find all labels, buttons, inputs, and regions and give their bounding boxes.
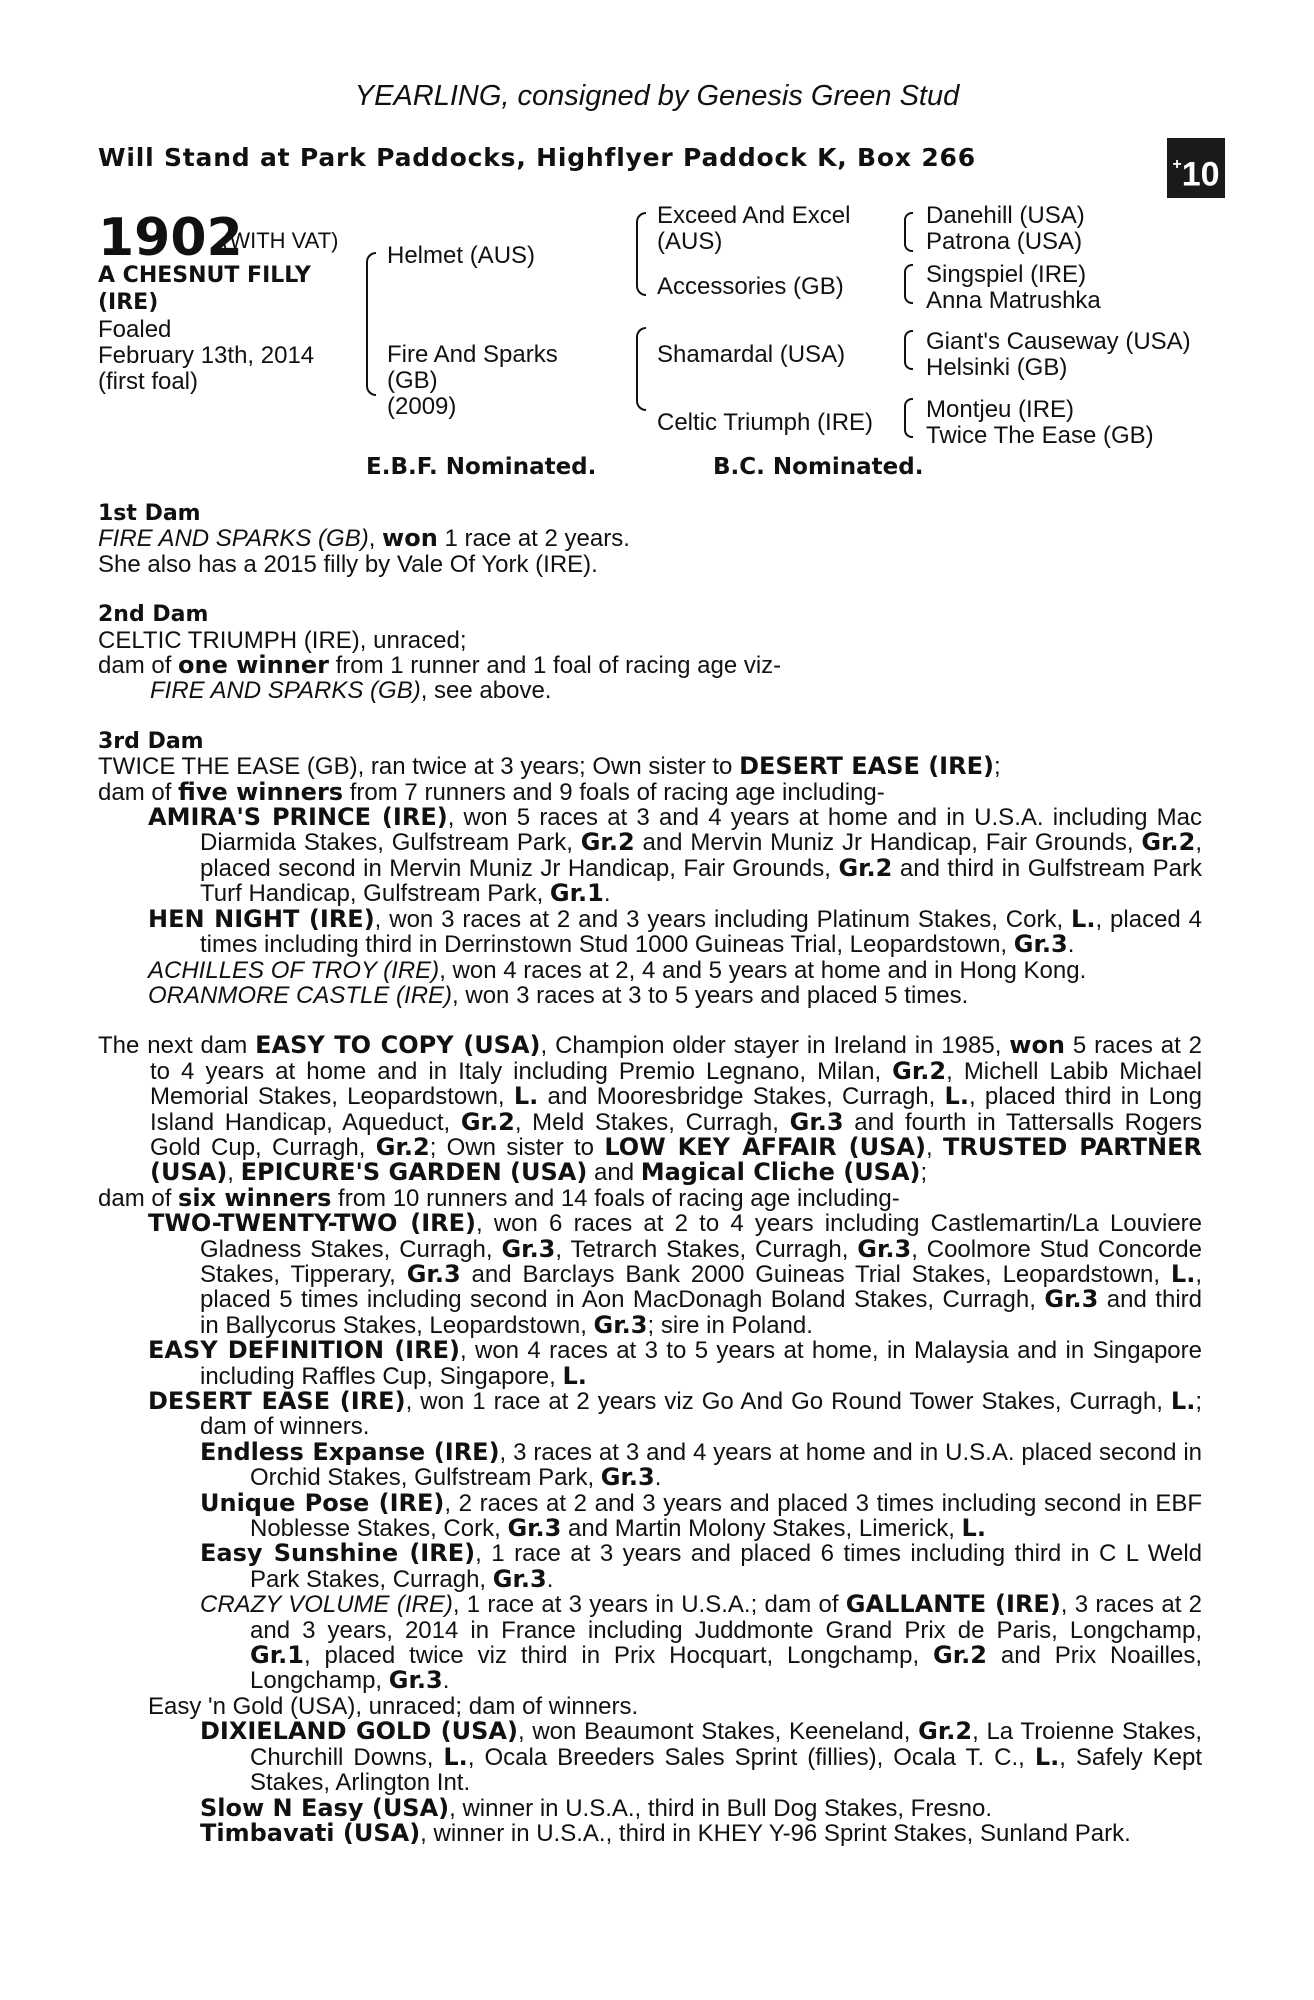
gg-name: Anna Matrushka <box>926 287 1101 314</box>
gg-name: Singspiel (IRE) <box>926 261 1087 288</box>
third-dam-heading: 3rd Dam <box>98 728 204 754</box>
produce-entry: TWO-TWENTY-TWO (IRE), won 6 races at 2 to 4 years including Castlemartin/La Louviere Gladness Stakes, Curragh, Gr.3, Tetrarch Stakes, Curragh, Gr.3, Coolmore Stud Concorde Stakes, Tipperary, Gr.3 and Barclays Bank 2000 Guineas Trial Stakes, Leopardstown, L., placed 5 times including second in Aon MacDonagh Boland Stakes, Curragh, Gr.3 and third in Ballycorus Stakes, Leopardstown, Gr.3; sire in Poland. <box>148 1209 1202 1339</box>
badge-plus-mark: + <box>1172 156 1182 173</box>
foaled-label: Foaled <box>98 316 172 343</box>
pedigree-dam <box>387 342 558 420</box>
produce-entry: DIXIELAND GOLD (USA), won Beaumont Stakes, Keeneland, Gr.2, La Troienne Stakes, Churchill Downs, L., Ocala Breeders Sales Sprint (fillies), Ocala T. C., L., Safely Kept Stakes, Arlington Int. <box>200 1717 1203 1797</box>
foaled-date: February 13th, 2014 <box>98 342 315 369</box>
produce-entry: Endless Expanse (IRE), 3 races at 3 and 4 years at home and in U.S.A. placed second in Orchid Stakes, Gulfstream Park, Gr.3. <box>200 1437 1202 1492</box>
consignor-title: YEARLING, consigned by Genesis Green Stud <box>354 80 960 112</box>
produce-entry: Easy Sunshine (IRE), 1 race at 3 years and placed 6 times including third in C L Weld Park Stakes, Curragh, Gr.3. <box>200 1539 1203 1593</box>
bc-nominated: B.C. Nominated. <box>713 454 924 480</box>
sire-sire-line2: (AUS) <box>657 228 723 255</box>
pedigree-bracket-g4 <box>904 398 913 438</box>
pedigree-dam-sire: Shamardal (USA) <box>657 341 846 368</box>
pedigree-bracket-g3 <box>904 330 913 370</box>
pedigree-sire-dam: Accessories (GB) <box>657 273 844 300</box>
dam-record: 1 race at 2 years. <box>437 525 630 553</box>
stand-location: Will Stand at Park Paddocks, Highflyer Paddock K, Box 266 <box>98 143 976 172</box>
produce-entry: EASY DEFINITION (IRE), won 4 races at 3 to 5 years at home, in Malaysia and in Singapore including Raffles Cup, Singapore, L. <box>148 1336 1202 1390</box>
dam-year: (2009) <box>387 393 457 420</box>
lot-number: 1902 <box>98 208 243 268</box>
winners-count: one winner <box>178 651 329 680</box>
produce-entry: Easy 'n Gold (USA), unraced; dam of winners. <box>148 1692 639 1720</box>
produce-entry: Unique Pose (IRE), 2 races at 2 and 3 years and placed 3 times including second in EBF Noblesse Stakes, Cork, Gr.3 and Martin Molony Stakes, Limerick, L. <box>200 1488 1202 1543</box>
pedigree-bracket-sire <box>636 212 646 296</box>
gg-name: Danehill (USA) <box>926 202 1085 229</box>
second-dam-heading: 2nd Dam <box>98 602 209 628</box>
gg-name: Twice The Ease (GB) <box>926 422 1154 449</box>
second-dam-produce: dam of one winner from 1 runner and 1 foal of racing age viz- <box>98 651 782 680</box>
produce-entry: ACHILLES OF TROY (IRE), won 4 races at 2, 4 and 5 years at home and in Hong Kong. <box>148 956 1087 984</box>
lot-description <box>98 262 311 316</box>
foal-note: (first foal) <box>98 368 199 395</box>
produce-entry: DESERT EASE (IRE), won 1 race at 2 years viz Go And Go Round Tower Stakes, Curragh, L.; dam of winners. <box>148 1387 1203 1441</box>
gg-name: Giant's Causeway (USA) <box>926 328 1191 355</box>
third-dam-line: TWICE THE EASE (GB), ran twice at 3 years; Own sister to DESERT EASE (IRE); <box>98 752 1001 781</box>
second-dam-line: CELTIC TRIUMPH (IRE), unraced; <box>98 626 467 654</box>
gg-name: Patrona (USA) <box>926 228 1083 255</box>
pedigree-bracket-dam <box>636 327 646 411</box>
won-label: won <box>382 524 438 553</box>
pedigree-bracket-main <box>366 252 376 396</box>
pedigree-gg-4 <box>926 397 1154 449</box>
dam-name-line1: Fire And Sparks <box>387 341 558 368</box>
lot-sex-color: A CHESNUT FILLY <box>98 263 311 288</box>
first-dam-line: FIRE AND SPARKS (GB), won 1 race at 2 years. <box>98 524 630 553</box>
produce-entry: Timbavati (USA), winner in U.S.A., third in KHEY Y-96 Sprint Stakes, Sunland Park. <box>200 1818 1131 1847</box>
produce-entry: Slow N Easy (USA), winner in U.S.A., third in Bull Dog Stakes, Fresno. <box>200 1793 993 1822</box>
pedigree-sire-sire <box>657 203 850 255</box>
first-dam-note: She also has a 2015 filly by Vale Of York (IRE). <box>98 550 598 578</box>
lot-vat: (WITH VAT) <box>222 228 339 253</box>
next-dam-produce: dam of six winners from 10 runners and 14 foals of racing age including- <box>98 1183 900 1212</box>
pedigree-gg-3 <box>926 329 1191 381</box>
lot-country: (IRE) <box>98 290 159 315</box>
pedigree-dam-dam: Celtic Triumph (IRE) <box>657 409 874 436</box>
next-dam-paragraph: The next dam EASY TO COPY (USA), Champion older stayer in Ireland in 1985, won 5 races at 2 to 4 years at home and in Italy including Premio Legnano, Milan, Gr.2, Michell Labib Michael Memorial Stakes, Leopardstown, L. and Mooresbridge Stakes, Curragh, L., placed third in Long Island Handicap, Aqueduct, Gr.2, Meld Stakes, Curragh, Gr.3 and fourth in Tattersalls Rogers Gold Cup, Curragh, Gr.2; Own sister to LOW KEY AFFAIR (USA), TRUSTED PARTNER (USA), EPICURE'S GARDEN (USA) and Magical Cliche (USA); <box>98 1031 1202 1187</box>
sire-sire-line1: Exceed And Excel <box>657 202 851 229</box>
produce-entry: CRAZY VOLUME (IRE), 1 race at 3 years in U.S.A.; dam of GALLANTE (IRE), 3 races at 2 and 3 years, 2014 in France including Juddmonte Grand Prix de Paris, Longchamp, Gr.1, placed twice viz third in Prix Hocquart, Longchamp, Gr.2 and Prix Noailles, Longchamp, Gr.3. <box>200 1590 1202 1695</box>
lot-foaled <box>98 317 314 395</box>
catalogue-body <box>98 501 1202 1846</box>
gg-name: Helsinki (GB) <box>926 354 1068 381</box>
dam-name: FIRE AND SPARKS (GB) <box>98 525 369 553</box>
ebf-nominated: E.B.F. Nominated. <box>366 454 597 480</box>
produce-entry: ORANMORE CASTLE (IRE), won 3 races at 3 to 5 years and placed 5 times. <box>148 981 969 1009</box>
pedigree-bracket-g1 <box>904 212 913 252</box>
gg-name: Montjeu (IRE) <box>926 396 1075 423</box>
third-dam-produce: dam of five winners from 7 runners and 9 foals of racing age including- <box>98 777 885 806</box>
pedigree-gg-1 <box>926 203 1085 255</box>
produce-entry: AMIRA'S PRINCE (IRE), won 5 races at 3 and 4 years at home and in U.S.A. including Mac Diarmida Stakes, Gulfstream Park, Gr.2 and Mervin Muniz Jr Handicap, Fair Grounds, Gr.2, placed second in Mervin Muniz Jr Handicap, Fair Grounds, Gr.2 and third in Gulfstream Park Turf Handicap, Gulfstream Park, Gr.1. <box>148 803 1203 908</box>
first-dam-heading: 1st Dam <box>98 501 201 526</box>
second-dam-foal: FIRE AND SPARKS (GB), see above. <box>150 677 552 705</box>
pedigree-gg-2 <box>926 262 1101 314</box>
badge-number: 10 <box>1181 155 1220 194</box>
pedigree-sire: Helmet (AUS) <box>387 242 536 269</box>
produce-entry: HEN NIGHT (IRE), won 3 races at 2 and 3 years including Platinum Stakes, Cork, L., placed 4 times including third in Derrinstown Stud 1000 Guineas Trial, Leopardstown, Gr.3. <box>148 904 1203 959</box>
pedigree-bracket-g2 <box>904 264 913 304</box>
page-badge <box>1167 138 1225 198</box>
dam-name-line2: (GB) <box>387 367 438 394</box>
